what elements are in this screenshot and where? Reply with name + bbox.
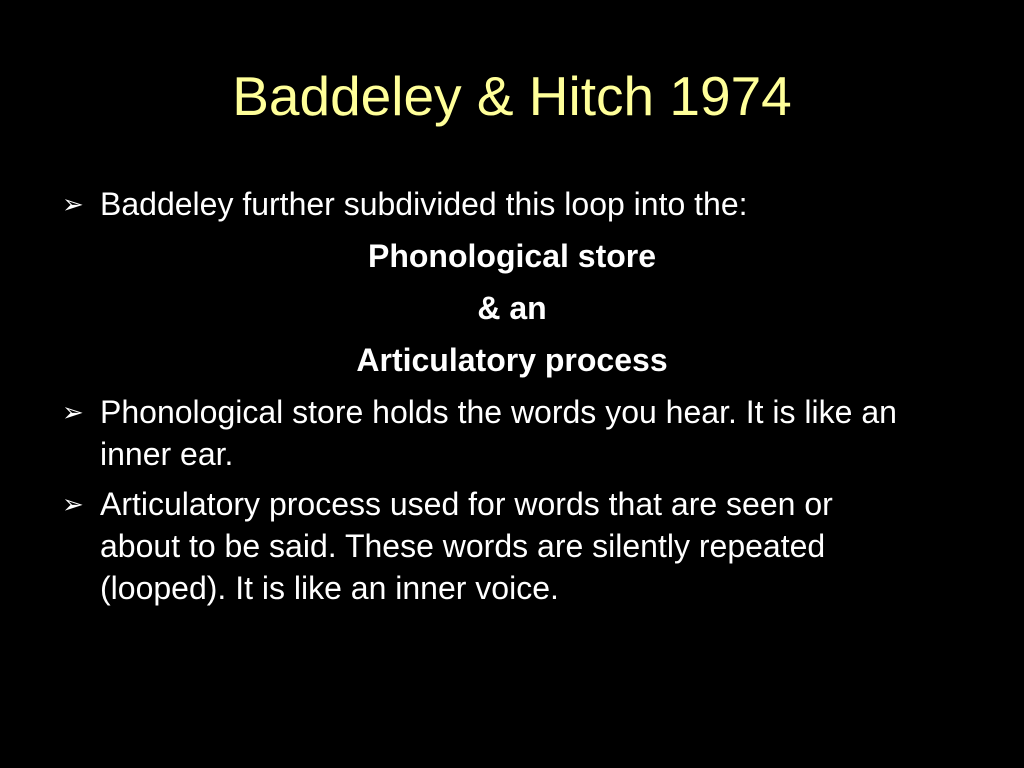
bullet-text: Baddeley further subdivided this loop into the: [100,186,748,222]
bullet-item [62,391,932,475]
bullet-item [62,483,892,609]
centered-connector: & an [477,290,547,326]
arrow-bullet-icon: ➢ [62,189,84,219]
bullet-text: Articulatory process used for words that are seen or about to be said. These words are silently repeated (looped). It is like an inner voice. [100,486,833,606]
centered-term: Phonological store [367,238,657,274]
arrow-bullet-icon: ➢ [62,489,84,519]
bullet-item [62,183,962,225]
slide-title: Baddeley & Hitch 1974 [232,65,792,127]
bullet-text: Phonological store holds the words you hear. It is like an inner ear. [100,394,897,472]
centered-term: Articulatory process [356,342,668,378]
arrow-bullet-icon: ➢ [62,397,84,427]
slide-body [62,183,962,617]
